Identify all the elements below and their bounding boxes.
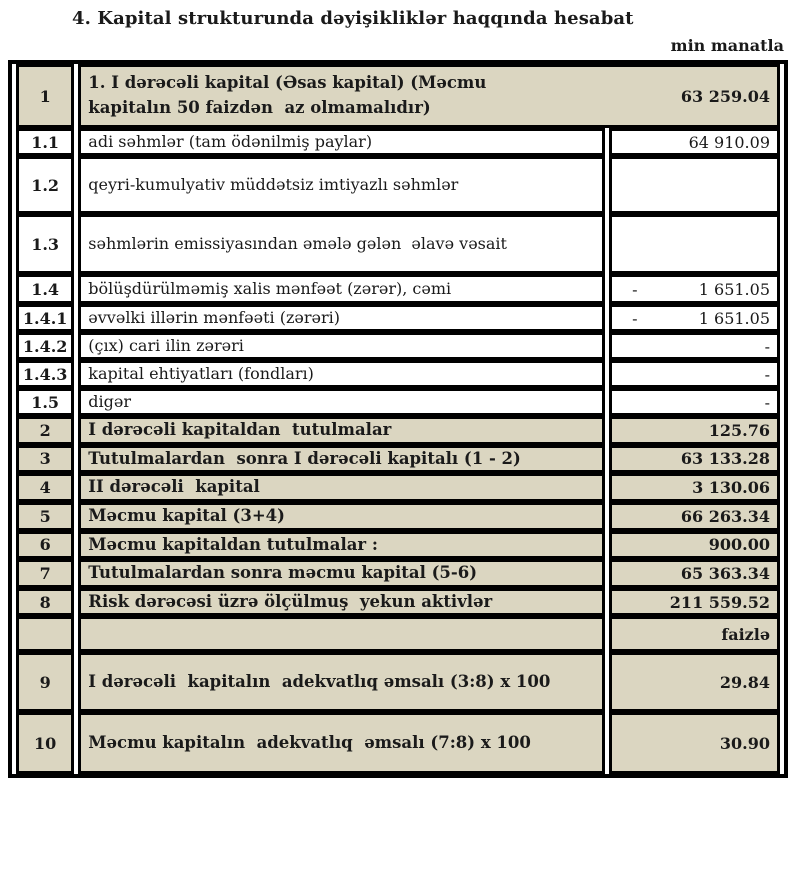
row-number-cell: 1.3: [16, 214, 74, 274]
table-body: [16, 64, 780, 774]
amount-text: 29.84: [719, 672, 770, 692]
row-label-cell: I dərəcəli kapitalın adekvatlıq əmsalı (3:8) x 100: [78, 652, 605, 712]
table-row: [16, 360, 780, 388]
row-value: [612, 243, 777, 245]
row-label-cell: I dərəcəli kapitaldan tutulmalar: [78, 416, 605, 445]
row-label-cell: digər: [78, 388, 605, 416]
row-label-cell: əvvəlki illərin mənfəəti (zərəri): [78, 304, 605, 332]
table-row: [16, 502, 780, 531]
table-row: [16, 214, 780, 274]
row-value: [612, 506, 777, 527]
row-number-cell: 2: [16, 416, 74, 445]
amount-text: 63 133.28: [680, 449, 770, 469]
row-value: [612, 184, 777, 186]
row-value: [612, 448, 777, 469]
negative-sign: -: [632, 279, 638, 299]
table-row: [16, 712, 780, 774]
row-number-cell: 4: [16, 473, 74, 502]
row-value-cell: [609, 559, 780, 588]
row-number-cell: 1.4.2: [16, 332, 74, 360]
row-label: 1. I dərəcəli kapital (Əsas kapital) (Məcmu kapitalın 50 faizdən az olmamalıdır): [88, 73, 493, 117]
amount-text: 3 130.06: [692, 478, 770, 498]
row-value: [612, 672, 777, 693]
row-number-cell: 1.2: [16, 156, 74, 214]
row-value-cell: [609, 416, 780, 445]
amount-text: 125.76: [708, 420, 770, 440]
row-number-cell: 7: [16, 559, 74, 588]
row-number-cell: 8: [16, 588, 74, 617]
amount-text: 65 363.34: [680, 563, 770, 583]
row-label-cell: Məcmu kapital (3+4): [78, 502, 605, 531]
report-title: 4. Kapital strukturunda dəyişikliklər haqqında hesabat: [72, 8, 634, 29]
unit-note: min manatla: [670, 36, 784, 55]
table-row: [16, 128, 780, 156]
row-value-cell: [609, 588, 780, 617]
row-value: [612, 132, 777, 153]
amount-text: 64 910.09: [688, 132, 770, 152]
amount-text: -: [764, 392, 770, 412]
row-value: 63 259.04: [680, 86, 770, 106]
table-row: [16, 445, 780, 474]
row-number-cell: 1.4.1: [16, 304, 74, 332]
row-value: [612, 392, 777, 413]
row-value-cell: [609, 652, 780, 712]
row-value: [612, 364, 777, 385]
row-label-cell: adi səhmlər (tam ödənilmiş paylar): [78, 128, 605, 156]
row-number-cell: 1.4.3: [16, 360, 74, 388]
row-value: [612, 592, 777, 613]
row-label-cell: Məcmu kapitalın adekvatlıq əmsalı (7:8) x 100: [78, 712, 605, 774]
row-value: [612, 733, 777, 754]
amount-text: 1 651.05: [698, 279, 770, 299]
row-value: [612, 534, 777, 555]
table-row: [16, 473, 780, 502]
row-label-cell: səhmlərin emissiyasından əmələ gələn əlavə vəsait: [78, 214, 605, 274]
table-row: [16, 531, 780, 560]
row-label-cell: qeyri-kumulyativ müddətsiz imtiyazlı səhmlər: [78, 156, 605, 214]
row-label-cell: kapital ehtiyatları (fondları): [78, 360, 605, 388]
row-number-cell: 3: [16, 445, 74, 474]
row-label-cell: II dərəcəli kapital: [78, 473, 605, 502]
table-row: [16, 416, 780, 445]
capital-structure-table: [8, 60, 788, 778]
table-row: [16, 304, 780, 332]
row-label-cell: (çıx) cari ilin zərəri: [78, 332, 605, 360]
table-row: [16, 388, 780, 416]
table-row: [16, 332, 780, 360]
row-value-cell: [609, 304, 780, 332]
row-label-cell: Risk dərəcəsi üzrə ölçülmuş yekun aktivlər: [78, 588, 605, 617]
row-number-cell: 6: [16, 531, 74, 560]
row-value: [612, 336, 777, 357]
report-page: [0, 8, 800, 888]
table-row: [16, 559, 780, 588]
row-value-cell: [609, 712, 780, 774]
row-number-cell: 1.1: [16, 128, 74, 156]
row-label-cell: Tutulmalardan sonra I dərəcəli kapitalı (1 - 2): [78, 445, 605, 474]
row-value-cell: [609, 445, 780, 474]
row-number-cell: 1.5: [16, 388, 74, 416]
row-value: [612, 308, 777, 329]
row-value-cell: [609, 332, 780, 360]
amount-text: 211 559.52: [669, 592, 770, 612]
table-row: [16, 274, 780, 304]
row-label-cell: Tutulmalardan sonra məcmu kapital (5-6): [78, 559, 605, 588]
row-value: [612, 420, 777, 441]
row-number-cell: 1.4: [16, 274, 74, 304]
table-row: [16, 156, 780, 214]
amount-text: faizlə: [721, 624, 770, 644]
row-value-cell: [609, 214, 780, 274]
negative-sign: -: [632, 308, 638, 328]
row-value: [612, 279, 777, 300]
row-value-cell: [609, 360, 780, 388]
row-number-cell: [16, 616, 74, 652]
row-value-cell: [609, 531, 780, 560]
row-label-cell: bölüşdürülməmiş xalis mənfəət (zərər), cəmi: [78, 274, 605, 304]
table-row: [16, 64, 780, 128]
amount-text: -: [764, 364, 770, 384]
row-number-cell: 10: [16, 712, 74, 774]
row-label-cell: [78, 616, 605, 652]
row-number-cell: 5: [16, 502, 74, 531]
row-number-cell: 9: [16, 652, 74, 712]
table-row: [16, 652, 780, 712]
row-value-cell: [609, 156, 780, 214]
row-value-cell: [609, 274, 780, 304]
row-value-cell: [609, 502, 780, 531]
table-row: [16, 616, 780, 652]
row-value: [612, 563, 777, 584]
row-label-cell: Məcmu kapitaldan tutulmalar :: [78, 531, 605, 560]
table-row: [16, 588, 780, 617]
row-value-cell: [609, 616, 780, 652]
row-value: [612, 624, 777, 645]
row-value-cell: [609, 473, 780, 502]
row-value-cell: [609, 388, 780, 416]
amount-text: 1 651.05: [698, 308, 770, 328]
row-label-value-cell: [78, 64, 780, 128]
amount-text: 900.00: [708, 535, 770, 555]
merged-cell-content: [81, 69, 777, 123]
row-value-cell: [609, 128, 780, 156]
amount-text: 30.90: [719, 733, 770, 753]
row-value: [612, 477, 777, 498]
row-number-cell: 1: [16, 64, 74, 128]
amount-text: -: [764, 336, 770, 356]
amount-text: 66 263.34: [680, 506, 770, 526]
